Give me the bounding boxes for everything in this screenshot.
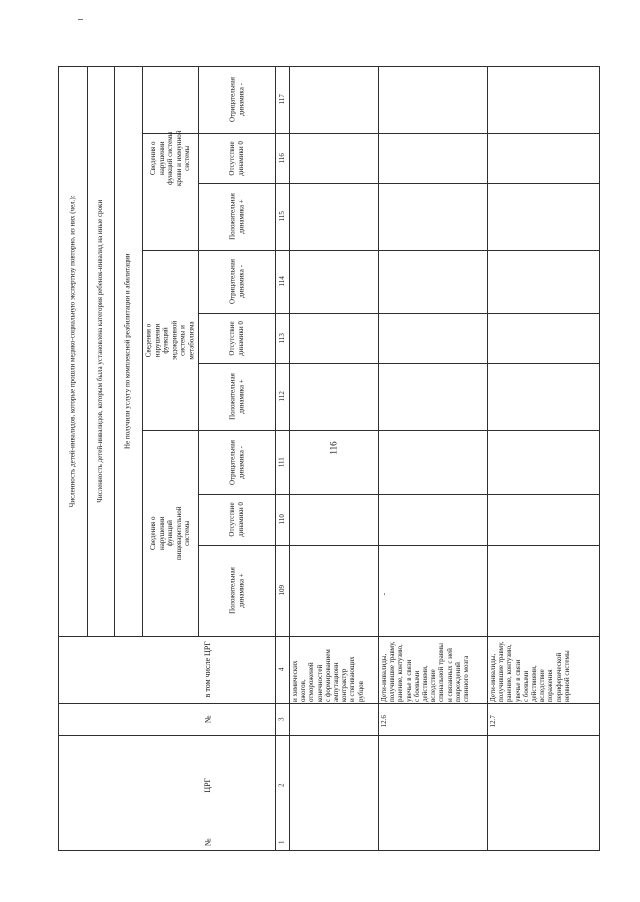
colnum-1: 1 xyxy=(277,840,286,845)
colnum-109: 109 xyxy=(277,585,286,596)
dyn-neg-111: Отрицательная динамика - xyxy=(228,439,245,485)
dyn-none-116: Отсутствие динамики 0 xyxy=(228,140,245,176)
dyn-none-113: Отсутствие динамики 0 xyxy=(228,320,245,356)
row-2-text: Дети-инвалиды, получившие травму, ранение, контузию, увечье в связи с боевыми действиями, вследствие спинальной травмы и связанных с ней повреждений спинного мозга xyxy=(380,641,471,702)
colnum-115: 115 xyxy=(277,211,286,222)
row-3-no: 12.7 xyxy=(488,714,497,728)
colnum-110: 110 xyxy=(277,514,286,525)
row-2-no: 12.6 xyxy=(379,714,388,728)
dyn-none-110: Отсутствие динамики 0 xyxy=(228,502,245,537)
colnum-4: 4 xyxy=(277,667,286,672)
header-row-b: Численность детей-инвалидов, которым была установлена категория ребенок-инвалид на иные сроки xyxy=(96,199,105,503)
colnum-114: 114 xyxy=(277,276,286,287)
colnum-113: 113 xyxy=(277,332,286,344)
row-3-text: Дети-инвалиды, получившие травму, ранение, контузию, увечье в связи с боевыми действиями, вследствие поражения периферической нервной системы xyxy=(489,641,571,702)
colnum-117: 117 xyxy=(277,94,286,105)
colnum-2: 2 xyxy=(277,783,286,787)
header-incl-crg: в том числе ЦРГ xyxy=(203,641,213,698)
row-1-text: и химических ожогов, отмороженей конечностей с формированием ампутационн контрактур и стягивающих рубцов xyxy=(291,649,365,702)
group-digestive: Сведения о нарушении функций пищеварительной системы xyxy=(148,506,191,560)
colnum-116: 116 xyxy=(277,152,286,164)
dyn-pos-115: Положительная динамика + xyxy=(228,193,245,240)
dash-mark: - xyxy=(379,592,388,596)
group-endocrine: Сведения о нарушении функций эндокринной системы и метаболизма xyxy=(144,320,195,360)
table-border-right xyxy=(599,66,600,851)
colnum-3: 3 xyxy=(277,717,286,721)
dyn-pos-109: Положительная динамика + xyxy=(228,567,245,614)
colnum-111: 111 xyxy=(277,457,286,467)
dyn-neg-114: Отрицательная динамика - xyxy=(228,258,245,305)
header-no-1: № xyxy=(203,838,213,847)
colnum-112: 112 xyxy=(277,391,286,402)
hline-col3 xyxy=(58,735,599,736)
table-border-bottom xyxy=(58,850,599,851)
hline-col4 xyxy=(58,703,599,704)
dyn-pos-112: Положительная динамика + xyxy=(228,373,245,420)
header-no-2: № xyxy=(203,715,213,723)
header-row-a: Численность детей-инвалидов, которые прошли медико-социальную экспертизу повторно, из них (чел.): xyxy=(68,195,77,507)
group-blood: Сведения о нарушении функций системы крови и иммунной системы xyxy=(148,130,191,186)
header-crg: ЦРГ xyxy=(203,777,213,793)
header-row-c: Не получили услугу по комплексной реабилитации и абилитации xyxy=(123,253,132,449)
dyn-neg-117: Отрицательная динамика - xyxy=(228,76,245,123)
page-number: 116 xyxy=(328,441,339,455)
